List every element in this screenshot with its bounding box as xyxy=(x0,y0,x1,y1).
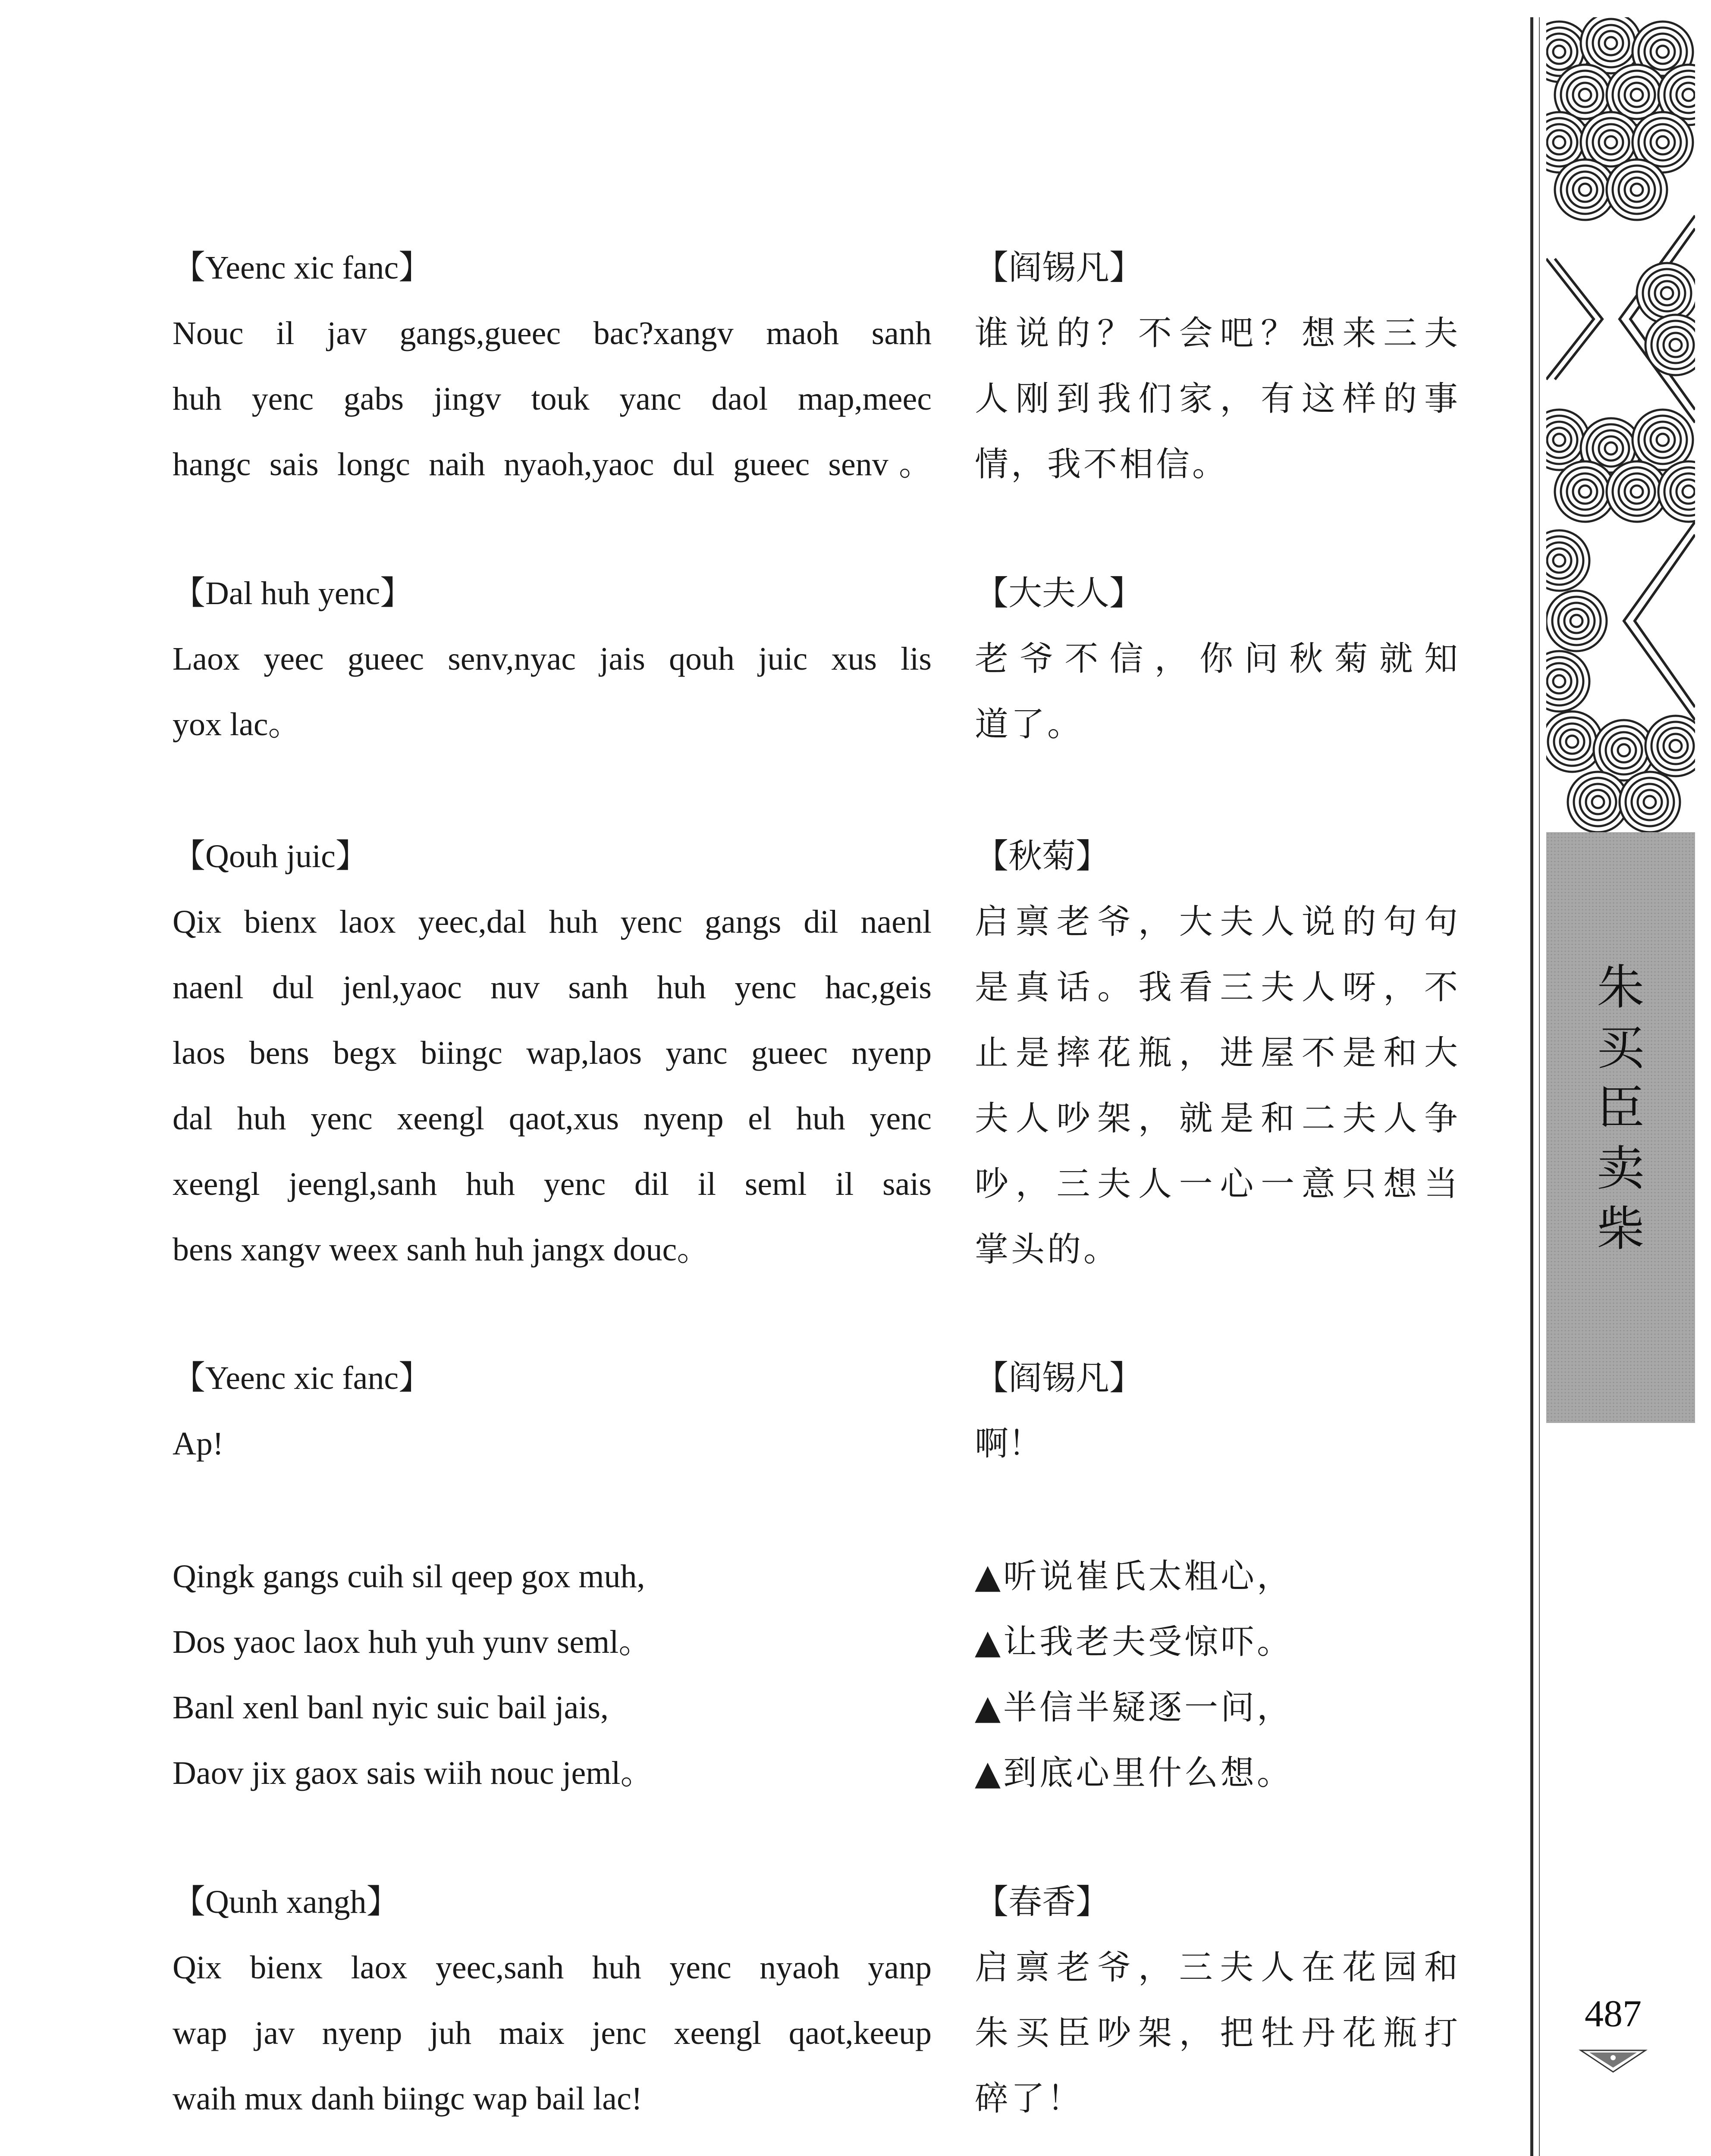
page-number-ornament-icon xyxy=(1579,2048,1648,2074)
dialogue-line: Nouc il jav gangs,gueec bac?xangv maoh sanh xyxy=(173,315,932,351)
right-block-4 xyxy=(975,1345,1458,1476)
verse-line: ▲半信半疑逐一问， xyxy=(975,1688,1293,1727)
verse-line: Qingk gangs cuih sil qeep gox muh, xyxy=(173,1558,645,1595)
dialogue-line: 道了。 xyxy=(975,705,1084,744)
dialogue-line: yox lac。 xyxy=(173,706,301,743)
dialogue-line: 谁说的？不会吧？想来三夫 xyxy=(975,314,1458,353)
right-block-3 xyxy=(975,824,1458,1282)
margin-rule xyxy=(1530,17,1533,2156)
dialogue-line: 朱买臣吵架，把牡丹花瓶打 xyxy=(975,2014,1458,2053)
dialogue-line: bens xangv weex sanh huh jangx douc。 xyxy=(173,1232,710,1268)
dialogue-line: huh yenc gabs jingv touk yanc daol map,meec xyxy=(173,381,932,417)
verse-line: Daov jix gaox sais wiih nouc jeml。 xyxy=(173,1755,653,1791)
dialogue-line: Ap! xyxy=(173,1426,224,1462)
right-verse-block xyxy=(975,1544,1458,1806)
verse-line: Dos yaoc laox huh yuh yunv seml。 xyxy=(173,1624,652,1660)
speaker-name: 【大夫人】 xyxy=(975,574,1143,613)
dialogue-line: dal huh yenc xeengl qaot,xus nyenp el huh yenc xyxy=(173,1100,932,1137)
dialogue-line: waih mux danh biingc wap bail lac! xyxy=(173,2081,643,2117)
left-block-2 xyxy=(173,561,932,757)
cloud-pattern-ornament xyxy=(1546,17,1695,832)
left-block-6 xyxy=(173,1869,932,2131)
dialogue-line: 老爷不信，你问秋菊就知 xyxy=(975,639,1458,678)
dialogue-line: laos bens begx biingc wap,laos yanc gueec nyenp xyxy=(173,1035,932,1071)
left-block-1 xyxy=(173,235,932,497)
dialogue-line: naenl dul jenl,yaoc nuv sanh huh yenc hac,geis xyxy=(173,969,932,1006)
speaker-name: 【Yeenc xic fanc】 xyxy=(173,1360,432,1396)
dialogue-line: xeengl jeengl,sanh huh yenc dil il seml il sais xyxy=(173,1166,932,1202)
verse-line: ▲让我老夫受惊吓。 xyxy=(975,1623,1293,1661)
verse-line: ▲听说崔氏太粗心， xyxy=(975,1557,1293,1596)
dialogue-line: 是真话。我看三夫人呀，不 xyxy=(975,968,1458,1007)
dialogue-line: 掌头的。 xyxy=(975,1230,1120,1269)
left-verse-block xyxy=(173,1544,932,1806)
right-block-6 xyxy=(975,1869,1458,2131)
dialogue-line: Qix bienx laox yeec,sanh huh yenc nyaoh yanp xyxy=(173,1949,932,1986)
verse-line: Banl xenl banl nyic suic bail jais, xyxy=(173,1689,609,1726)
right-block-2 xyxy=(975,561,1458,757)
page-number: 487 xyxy=(1585,1993,1642,2035)
speaker-name: 【Qunh xangh】 xyxy=(173,1884,399,1920)
verse-line: ▲到底心里什么想。 xyxy=(975,1754,1293,1792)
speaker-name: 【春香】 xyxy=(975,1883,1110,1921)
right-block-1 xyxy=(975,235,1458,497)
margin-rule-thin xyxy=(1539,17,1540,2156)
chapter-title: 朱 买 臣 卖 柴 xyxy=(1597,960,1645,1257)
speaker-name: 【Dal huh yenc】 xyxy=(173,575,413,611)
speaker-name: 【Yeenc xic fanc】 xyxy=(173,250,432,286)
dialogue-line: 夫人吵架，就是和二夫人争 xyxy=(975,1099,1458,1138)
left-block-3 xyxy=(173,824,932,1282)
speaker-name: 【Qouh juic】 xyxy=(173,838,368,874)
dialogue-line: hangc sais longc naih nyaoh,yaoc dul gueec senv。 xyxy=(173,446,932,483)
dialogue-line: 启禀老爷，三夫人在花园和 xyxy=(975,1948,1458,1987)
dialogue-line: Laox yeec gueec senv,nyac jais qouh juic xus lis xyxy=(173,641,932,677)
speaker-name: 【阎锡凡】 xyxy=(975,248,1143,287)
dialogue-line: 情，我不相信。 xyxy=(975,445,1229,484)
speaker-name: 【阎锡凡】 xyxy=(975,1359,1143,1398)
chapter-title-band xyxy=(1546,832,1695,1423)
dialogue-line: wap jav nyenp juh maix jenc xeengl qaot,keeup xyxy=(173,2015,932,2051)
dialogue-line: 吵，三夫人一心一意只想当 xyxy=(975,1165,1458,1203)
dialogue-line: 启禀老爷，大夫人说的句句 xyxy=(975,903,1458,941)
left-block-4 xyxy=(173,1345,932,1476)
speaker-name: 【秋菊】 xyxy=(975,837,1110,876)
dialogue-line: 碎了！ xyxy=(975,2079,1084,2118)
dialogue-line: Qix bienx laox yeec,dal huh yenc gangs dil naenl xyxy=(173,904,932,940)
dialogue-line: 止是摔花瓶，进屋不是和大 xyxy=(975,1034,1458,1072)
dialogue-line: 人刚到我们家，有这样的事 xyxy=(975,379,1458,418)
dialogue-line: 啊！ xyxy=(975,1424,1042,1463)
